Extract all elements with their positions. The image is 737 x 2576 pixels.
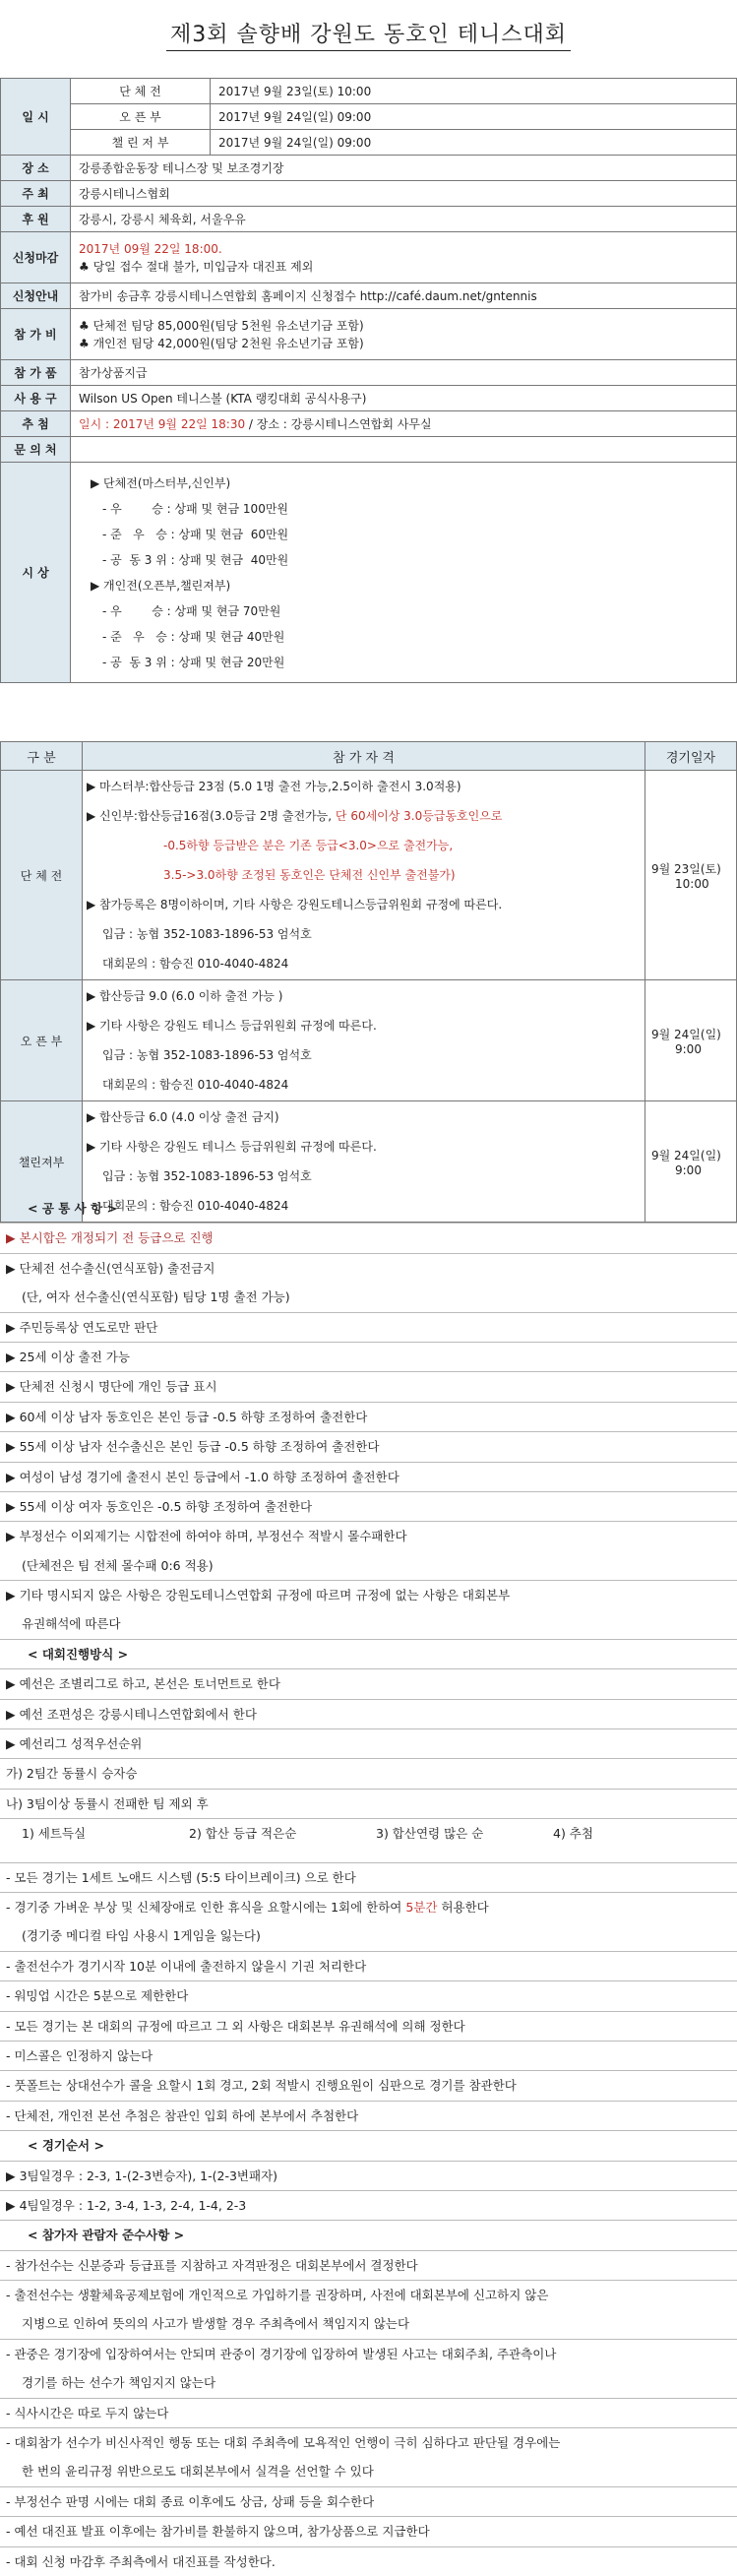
draw-place: / 장소 : 강릉시테니스연합회 사무실 (245, 416, 432, 431)
rule-2-c: 허용한다 (437, 1899, 489, 1915)
team-line-rookie (87, 801, 644, 831)
spacer (0, 1849, 737, 1862)
prize-indiv-2nd: - 준 우 승 : 상패 및 현금 40만원 (102, 629, 285, 644)
common-item-1: ▶ 본시합은 개정되기 전 등급으로 진행 (0, 1223, 737, 1252)
rule-2-a: - 경기중 가벼운 부상 및 신체장애로 인한 휴식을 요할시에는 1회에 한하여 (6, 1899, 406, 1915)
title-area (0, 0, 737, 69)
challenger-division-label: 챌린져부 (1, 1101, 83, 1223)
fee-cell (71, 309, 737, 360)
caution-item-2: - 출전선수는 생활체육공제보험에 개인적으로 가입하기를 권장하며, 사전에 대회본부에 신고하지 않은 (0, 2280, 737, 2309)
order-title: < 경기순서 > (0, 2130, 737, 2160)
method-title: < 대회진행방식 > (0, 1639, 737, 1668)
challenger-line-contact: 대회문의 : 함승진 010-4040-4824 (102, 1199, 289, 1213)
challenger-line-grade: ▶ 합산등급 6.0 (4.0 이상 출전 금지) (87, 1110, 279, 1124)
rule-2 (0, 1892, 737, 1921)
schedule-team-name: 단 체 전 (71, 79, 211, 104)
draw-datetime: 일시 : 2017년 9월 22일 18:30 (79, 416, 246, 431)
prize-indiv-3rd: - 공 동 3 위 : 상패 및 현금 20만원 (102, 655, 285, 669)
ball-label: 사 용 구 (1, 386, 71, 411)
inquiry-text (71, 437, 737, 463)
open-date-time: 9:00 (675, 1041, 702, 1056)
gift-label: 참 가 품 (1, 360, 71, 386)
team-line-rookie-a: ▶ 신인부:합산등급16점(3.0등급 2명 출전가능, (87, 809, 336, 823)
caution-item-6: - 식사시간은 따로 두지 않는다 (0, 2398, 737, 2427)
team-line-contact: 대회문의 : 함승진 010-4040-4824 (102, 957, 289, 971)
open-date-day: 9월 24일(일) (651, 1027, 721, 1041)
method-item-3: ▶ 예선리그 성적우선순위 (0, 1728, 737, 1758)
rule-3: (경기중 메디컬 타임 사용시 1게임을 잃는다) (22, 1928, 261, 1944)
method-item-1: ▶ 예선은 조별리그로 하고, 본선은 토너먼트로 한다 (0, 1668, 737, 1698)
caution-item-9: - 부정선수 판명 시에는 대회 종료 이후에도 상금, 상패 등을 회수한다 (0, 2486, 737, 2516)
rule-2-b: 5분간 (405, 1899, 438, 1915)
draw-cell (71, 411, 737, 437)
open-line-rules: ▶ 기타 사항은 강원도 테니스 등급위원회 규정에 따른다. (87, 1019, 377, 1033)
caution-item-3: 지병으로 인하여 뜻의의 사고가 발생할 경우 주최측에서 책임지지 않는다 (22, 2316, 410, 2332)
schedule-team-date: 2017년 9월 23일(토) 10:00 (211, 79, 737, 104)
team-line-rookie-b: 단 60세이상 3.0등급동호인으로 (335, 809, 503, 823)
notes-section (0, 1194, 737, 2576)
open-line-contact: 대회문의 : 함승진 010-4040-4824 (102, 1078, 289, 1092)
info-table (0, 78, 737, 683)
schedule-challenger-date: 2017년 9월 24일(일) 09:00 (211, 130, 737, 156)
venue-label: 장 소 (1, 156, 71, 181)
open-date (645, 980, 737, 1101)
guide-text: 참가비 송금후 강릉시테니스연합회 홈페이지 신청접수 http://café.daum.net/gntennis (71, 283, 737, 309)
deadline-label: 신청마감 (1, 232, 71, 283)
inquiry-label: 문 의 처 (1, 437, 71, 463)
fee-team: ♣ 단체전 팀당 85,000원(팀당 5천원 유소년기금 포함) (79, 318, 364, 333)
common-title: < 공 통 사 항 > (28, 1201, 118, 1216)
fee-individual: ♣ 개인전 팀당 42,000원(팀당 2천원 유소년기금 포함) (79, 336, 364, 350)
common-item-8: ▶ 55세 이상 남자 선수출신은 본인 등급 -0.5 하향 조정하여 출전한다 (0, 1431, 737, 1461)
rule-7: - 미스콜은 인정하지 않는다 (0, 2041, 737, 2070)
common-item-10: ▶ 55세 이상 여자 동호인은 -0.5 하향 조정하여 출전한다 (0, 1491, 737, 1521)
common-item-5: ▶ 25세 이상 출전 가능 (0, 1342, 737, 1371)
prize-team-2nd: - 준 우 승 : 상패 및 현금 60만원 (102, 527, 289, 541)
order-item-2: ▶ 4팀일경우 : 1-2, 3-4, 1-3, 2-4, 1-4, 2-3 (0, 2190, 737, 2220)
team-date (645, 771, 737, 980)
team-line-registration: ▶ 참가등록은 8명이하이며, 기타 사항은 강원도테니스등급위원회 규정에 따른다. (87, 898, 503, 911)
method-item-5: 나) 3팀이상 동률시 전패한 팀 제외 후 (0, 1789, 737, 1818)
eligibility-table (0, 741, 737, 1223)
prize-team-3rd: - 공 동 3 위 : 상패 및 현금 40만원 (102, 552, 289, 567)
prize-team-header: ▶ 단체전(마스터부,신인부) (91, 475, 231, 490)
rule-5: - 워밍업 시간은 5분으로 제한한다 (0, 1980, 737, 2010)
sponsor-text: 강릉시, 강릉시 체육회, 서울우유 (71, 207, 737, 232)
common-item-3: (단, 여자 선수출신(연식포함) 팀당 1명 출전 가능) (22, 1289, 290, 1305)
team-line-rookie-2: -0.5하향 등급받은 분은 기존 등급<3.0>으로 출전가능, (163, 839, 454, 852)
prize-label: 시 상 (1, 463, 71, 683)
caution-title: < 참가자 관람자 준수사항 > (0, 2220, 737, 2249)
caution-item-5: 경기를 하는 선수가 책임지지 않는다 (22, 2375, 216, 2391)
caution-item-4: - 관중은 경기장에 입장하여서는 안되며 관중이 경기장에 입장하여 발생된 사고는 대회주최, 주관측이나 (0, 2339, 737, 2368)
common-item-14: 유권해석에 따른다 (22, 1616, 121, 1632)
elig-header-qualification: 참 가 자 격 (83, 742, 645, 771)
method-item-2: ▶ 예선 조편성은 강릉시테니스연합회에서 한다 (0, 1699, 737, 1728)
team-line-deposit: 입금 : 농협 352-1083-1896-53 엄석호 (102, 927, 312, 941)
deadline-date: 2017년 09월 22일 18:00. (79, 241, 222, 256)
schedule-open-name: 오 픈 부 (71, 104, 211, 130)
method-item-6 (0, 1818, 737, 1848)
host-label: 주 최 (1, 181, 71, 207)
prize-team-1st: - 우 승 : 상패 및 현금 100만원 (102, 501, 289, 516)
challenger-line-rules: ▶ 기타 사항은 강원도 테니스 등급위원회 규정에 따른다. (87, 1140, 377, 1154)
order-item-1: ▶ 3팀일경우 : 2-3, 1-(2-3변승자), 1-(2-3변패자) (0, 2161, 737, 2190)
elig-header-date: 경기일자 (645, 742, 737, 771)
common-item-9: ▶ 여성이 남성 경기에 출전시 본인 등급에서 -1.0 하향 조정하여 출전한다 (0, 1462, 737, 1491)
rule-6: - 모든 경기는 본 대회의 규정에 따르고 그 외 사항은 대회본부 유권해석에 의해 정한다 (0, 2011, 737, 2041)
common-item-13: ▶ 기타 명시되지 않은 사항은 강원도테니스연합회 규정에 따르며 규정에 없는 사항은 대회본부 (0, 1580, 737, 1609)
tiebreak-2: 2) 합산 등급 적은순 (189, 1826, 297, 1842)
prize-cell (71, 463, 737, 683)
challenger-date-day: 9월 24일(일) (651, 1148, 721, 1162)
guide-label: 신청안내 (1, 283, 71, 309)
rule-1: - 모든 경기는 1세트 노애드 시스템 (5:5 타이브레이크) 으로 한다 (0, 1862, 737, 1892)
caution-item-1: - 참가선수는 신분증과 등급표를 지참하고 자격판정은 대회본부에서 결정한다 (0, 2250, 737, 2280)
tiebreak-1: 1) 세트득실 (22, 1826, 87, 1842)
deadline-note: ♣ 당일 접수 절대 불가, 미입금자 대진표 제외 (79, 259, 314, 274)
page-title: 제3회 솔향배 강원도 동호인 테니스대회 (166, 18, 571, 51)
common-item-6: ▶ 단체전 신청시 명단에 개인 등급 표시 (0, 1371, 737, 1401)
method-item-4: 가) 2팀간 동률시 승자승 (0, 1758, 737, 1788)
caution-item-7: - 대회참가 선수가 비신사적인 행동 또는 대회 주최측에 모욕적인 언행이 극히 심하다고 판단될 경우에는 (0, 2427, 737, 2457)
sponsor-label: 후 원 (1, 207, 71, 232)
tiebreak-3: 3) 합산연령 많은 순 (376, 1826, 484, 1842)
draw-label: 추 첨 (1, 411, 71, 437)
team-date-day: 9월 23일(토) (651, 861, 721, 876)
caution-item-8: 한 번의 윤리규정 위반으로도 대회본부에서 실격을 선언할 수 있다 (22, 2464, 374, 2480)
common-item-11: ▶ 부정선수 이외제기는 시합전에 하여야 하며, 부정선수 적발시 몰수패한다 (0, 1521, 737, 1550)
common-item-12: (단체전은 팀 전체 몰수패 0:6 적용) (22, 1557, 214, 1573)
ball-text: Wilson US Open 테니스볼 (KTA 랭킹대회 공식사용구) (71, 386, 737, 411)
team-line-master: ▶ 마스터부:합산등급 23점 (5.0 1명 출전 가능,2.5이하 출전시 3.0적용) (87, 780, 461, 793)
common-item-2: ▶ 단체전 선수출신(연식포함) 출전금지 (0, 1253, 737, 1283)
rule-8: - 풋폴트는 상대선수가 콜을 요할시 1회 경고, 2회 적발시 진행요원이 심판으로 경기를 참관한다 (0, 2070, 737, 2100)
schedule-open-date: 2017년 9월 24일(일) 09:00 (211, 104, 737, 130)
open-line-grade: ▶ 합산등급 9.0 (6.0 이하 출전 가능 ) (87, 989, 283, 1003)
common-item-7: ▶ 60세 이상 남자 동호인은 본인 등급 -0.5 하향 조정하여 출전한다 (0, 1402, 737, 1431)
deadline-cell (71, 232, 737, 283)
open-line-deposit: 입금 : 농협 352-1083-1896-53 엄석호 (102, 1048, 312, 1062)
common-item-4: ▶ 주민등록상 연도로만 판단 (0, 1312, 737, 1342)
schedule-challenger-name: 챌 린 저 부 (71, 130, 211, 156)
fee-label: 참 가 비 (1, 309, 71, 360)
rule-4: - 출전선수가 경기시작 10분 이내에 출전하지 않을시 기권 처리한다 (0, 1951, 737, 1980)
team-division-label: 단 체 전 (1, 771, 83, 980)
open-qualification (83, 980, 645, 1101)
team-date-time: 10:00 (675, 876, 709, 891)
tiebreak-4: 4) 추첨 (553, 1826, 593, 1842)
elig-header-division: 구 분 (1, 742, 83, 771)
team-line-rookie-3: 3.5->3.0하향 조정된 동호인은 단체전 신인부 출전불가) (163, 868, 456, 882)
team-qualification (83, 771, 645, 980)
challenger-date-time: 9:00 (675, 1162, 702, 1177)
rule-9: - 단체전, 개인전 본선 추첨은 참관인 입회 하에 본부에서 추첨한다 (0, 2101, 737, 2130)
caution-item-10: - 예선 대진표 발표 이후에는 참가비를 환불하지 않으며, 참가상품으로 지급한다 (0, 2516, 737, 2545)
caution-item-11: - 대회 신청 마감후 주최측에서 대진표를 작성한다. (0, 2546, 737, 2576)
gift-text: 참가상품지급 (71, 360, 737, 386)
prize-indiv-header: ▶ 개인전(오픈부,챌린져부) (91, 578, 231, 593)
challenger-line-deposit: 입금 : 농협 352-1083-1896-53 엄석호 (102, 1169, 312, 1183)
prize-indiv-1st: - 우 승 : 상패 및 현금 70만원 (102, 603, 281, 618)
venue-text: 강릉종합운동장 테니스장 및 보조경기장 (71, 156, 737, 181)
host-text: 강릉시테니스협회 (71, 181, 737, 207)
open-division-label: 오 픈 부 (1, 980, 83, 1101)
schedule-label: 일 시 (1, 79, 71, 156)
